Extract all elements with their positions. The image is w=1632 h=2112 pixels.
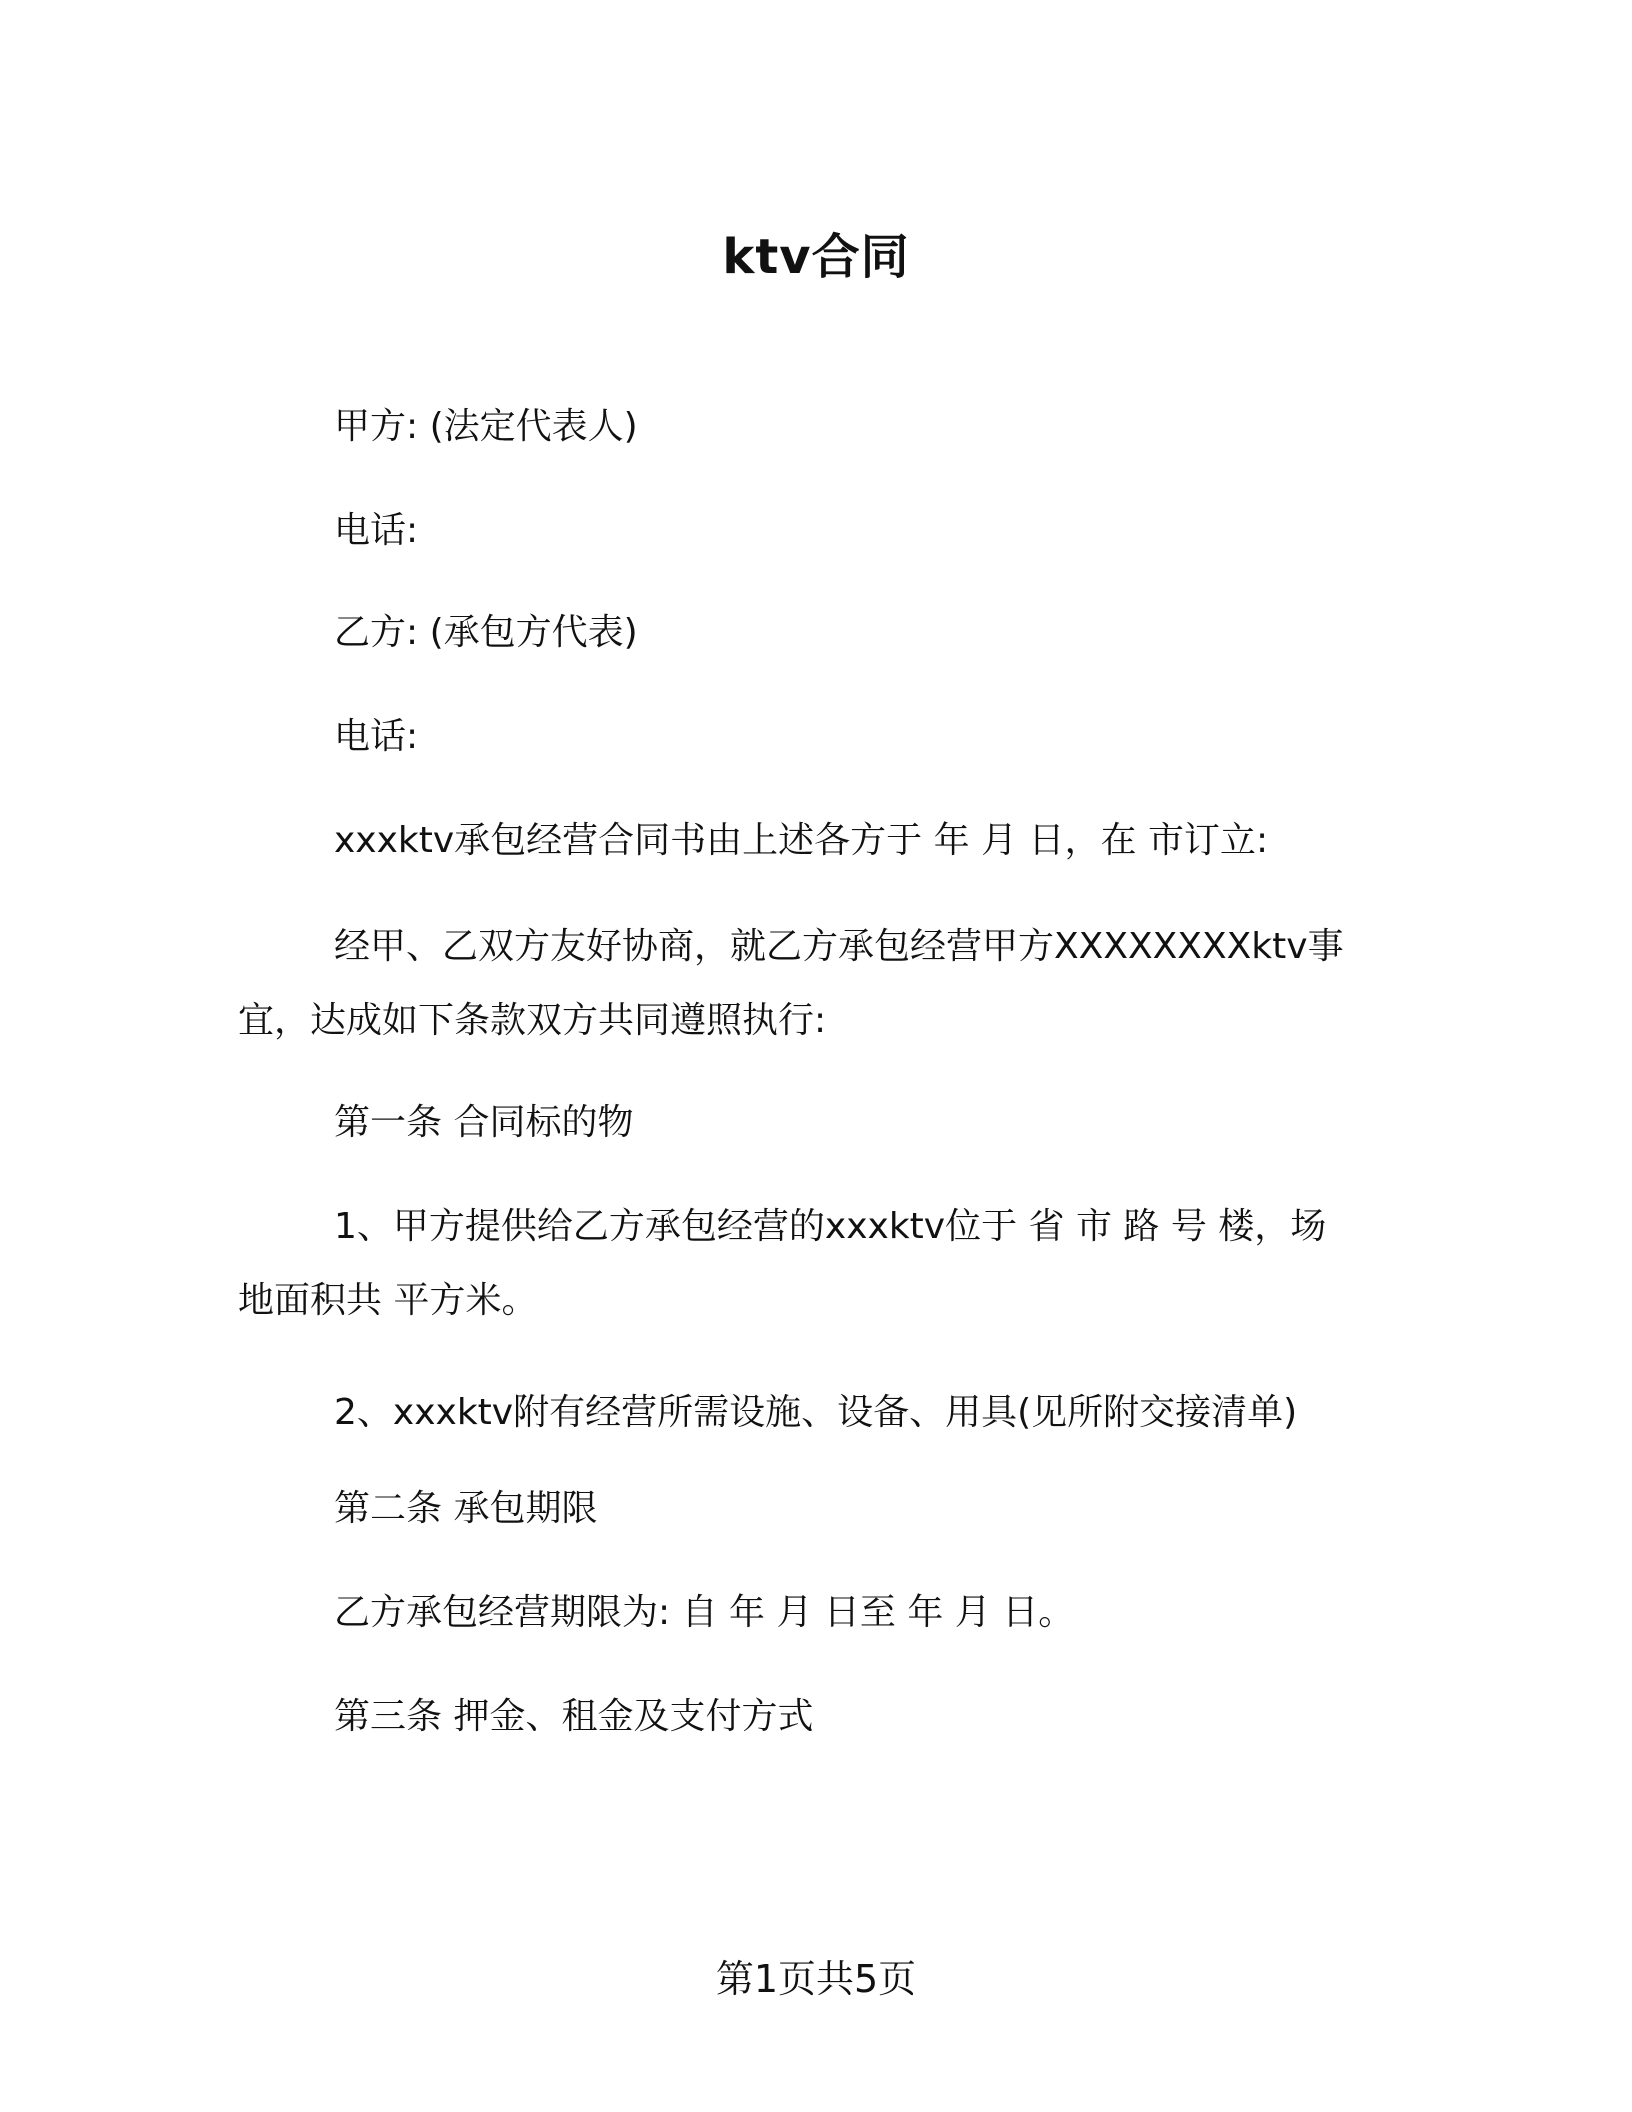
article-two-heading: 第二条 承包期限 bbox=[334, 1488, 598, 1529]
page-number-footer: 第1页共5页 bbox=[715, 1957, 917, 2001]
party-a-phone-line: 电话: bbox=[334, 510, 419, 551]
article-two-term: 乙方承包经营期限为: 自 年 月 日至 年 月 日。 bbox=[334, 1592, 1075, 1633]
document-title: ktv合同 bbox=[722, 229, 910, 285]
party-a-line: 甲方: (法定代表人) bbox=[334, 406, 638, 447]
article-one-item1-line2: 地面积共 平方米。 bbox=[238, 1280, 538, 1321]
article-one-item2: 2、xxxktv附有经营所需设施、设备、用具(见所附交接清单) bbox=[334, 1392, 1298, 1433]
negotiation-paragraph-line2: 宜，达成如下条款双方共同遵照执行: bbox=[238, 1000, 827, 1041]
article-three-heading: 第三条 押金、租金及支付方式 bbox=[334, 1696, 814, 1737]
article-one-item1-line1: 1、甲方提供给乙方承包经营的xxxktv位于 省 市 路 号 楼，场 bbox=[334, 1206, 1327, 1247]
party-b-phone-line: 电话: bbox=[334, 716, 419, 757]
article-one-heading: 第一条 合同标的物 bbox=[334, 1102, 634, 1143]
negotiation-paragraph-line1: 经甲、乙双方友好协商，就乙方承包经营甲方XXXXXXXXktv事 bbox=[334, 926, 1344, 967]
contract-intro-line: xxxktv承包经营合同书由上述各方于 年 月 日，在 市订立: bbox=[334, 820, 1269, 861]
party-b-line: 乙方: (承包方代表) bbox=[334, 612, 638, 653]
